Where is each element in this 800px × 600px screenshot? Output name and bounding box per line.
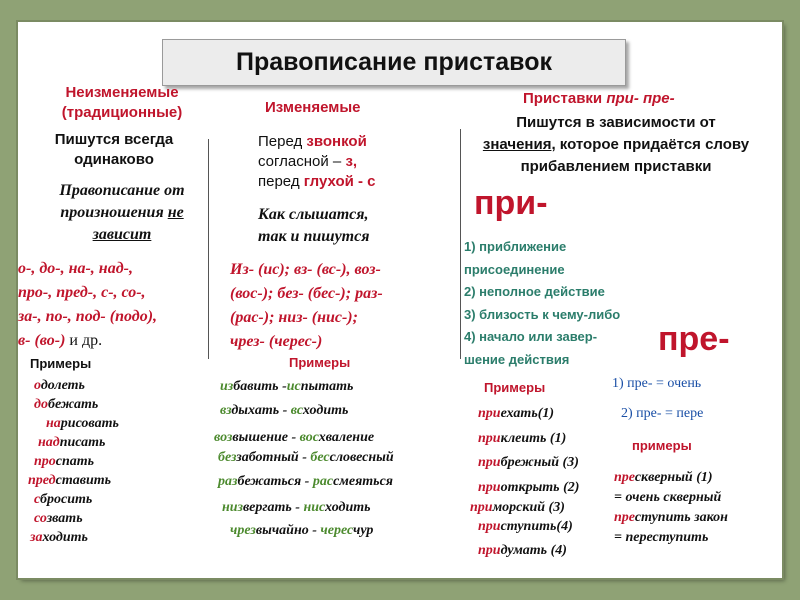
example-prefix: при	[478, 431, 501, 446]
example-rest: морский (3)	[492, 500, 565, 515]
col1-heading	[32, 83, 212, 123]
col3-pri-example	[478, 543, 567, 559]
col3-heading-a: Приставки	[523, 90, 607, 107]
example-rest: брежный (3)	[500, 455, 579, 470]
example-rest: спать	[55, 454, 95, 469]
col3-pri-meanings	[464, 236, 620, 371]
col2-example-pair	[218, 474, 393, 490]
col3-pri-example	[478, 406, 554, 422]
col2-desc-z: з,	[345, 153, 358, 170]
pre-example-rest: ступить закон	[634, 510, 728, 525]
pair-prefix-a: раз	[218, 474, 238, 489]
col2-example-pair	[222, 500, 371, 516]
pair-rest-b: ходить	[325, 500, 371, 515]
pre-example-eq: = очень скверный	[614, 490, 722, 505]
example-rest: бросить	[40, 492, 93, 507]
col2-example-pair	[220, 403, 348, 419]
pre-meaning-1: 1) пре- = очень	[612, 376, 702, 391]
col1-rule	[22, 180, 222, 246]
col1-examples-label: Примеры	[30, 356, 92, 371]
example-rest: звать	[46, 511, 83, 526]
col3-heading-b: при- пре-	[606, 90, 675, 107]
pair-prefix-b: черес	[320, 523, 354, 538]
col2-desc-line3a: перед	[258, 173, 304, 190]
col1-example	[38, 435, 105, 451]
example-rest: рисовать	[60, 416, 119, 431]
pair-rest-b: ходить	[302, 403, 349, 418]
pair-rest-a: заботный -	[236, 450, 311, 465]
col3-pri-example	[478, 519, 573, 535]
pre-examples	[614, 468, 728, 548]
pair-rest-b: чур	[353, 523, 374, 538]
example-rest: долеть	[40, 378, 85, 393]
example-rest: клеить (1)	[500, 431, 567, 446]
pair-rest-a: дыхать -	[231, 403, 291, 418]
pair-prefix-b: ис	[286, 379, 301, 394]
col2-heading: Изменяемые	[265, 99, 361, 116]
col3-pri-examples-label: Примеры	[484, 380, 546, 395]
example-rest: бежать	[47, 397, 99, 412]
col1-example	[34, 397, 98, 413]
pre-example-rest: скверный (1)	[634, 470, 713, 485]
example-rest: ставить	[55, 473, 112, 488]
pri-meaning: 3) близость к чему-либо	[464, 306, 621, 322]
col3-description	[466, 112, 766, 178]
pair-prefix-b: рас	[312, 474, 334, 489]
col2-prefix-list	[230, 258, 383, 354]
col3-pri-example	[478, 431, 566, 447]
example-prefix: при	[478, 543, 501, 558]
col2-prefix-line1: Из- (ис); вз- (вс-), воз-	[230, 261, 381, 278]
example-rest: писать	[59, 435, 106, 450]
col1-prefix-line3: за-, по-, под- (подо),	[18, 308, 158, 325]
col1-description	[24, 130, 204, 170]
pair-prefix-a: чрез	[230, 523, 256, 538]
example-prefix: пред	[28, 473, 56, 488]
col3-desc-line3: прибавлением приставки	[520, 158, 712, 175]
example-prefix: о	[34, 378, 41, 393]
col2-desc-voiced: звонкой	[306, 133, 367, 150]
col1-rule-line2a: произношения	[60, 204, 168, 221]
pair-rest-a: вычайно -	[255, 523, 321, 538]
pair-prefix-b: вс	[290, 403, 303, 418]
col2-desc-line1a: Перед	[258, 133, 307, 150]
col1-example	[28, 473, 111, 489]
example-prefix: про	[34, 454, 56, 469]
example-prefix: при	[470, 500, 493, 515]
col1-prefix-line1: о-, до-, на-, над-,	[18, 260, 133, 277]
col2-prefix-line3: (рас-); низ- (нис-);	[230, 309, 358, 326]
pri-meaning: шение действия	[464, 351, 570, 367]
example-rest: ходить	[42, 530, 88, 545]
pair-rest-a: бежаться -	[237, 474, 313, 489]
example-prefix: над	[38, 435, 60, 450]
example-prefix: на	[46, 416, 61, 431]
col2-example-pair	[214, 430, 374, 446]
col1-prefix-line4a: в- (во-)	[18, 332, 66, 349]
example-prefix: при	[478, 519, 501, 534]
pair-prefix-a: без	[218, 450, 237, 465]
col3-pri-big: при-	[474, 184, 548, 222]
col1-prefix-list	[18, 257, 157, 353]
col3-pri-example	[478, 480, 579, 496]
col1-desc-line2: одинаково	[74, 151, 154, 168]
col2-rule-line1: Как слышатся,	[258, 206, 369, 223]
pair-rest-a: вергать -	[243, 500, 304, 515]
example-rest: думать (4)	[500, 543, 567, 558]
col1-example	[34, 454, 94, 470]
col1-prefix-line4b: и др.	[65, 332, 103, 349]
col2-example-pair	[230, 523, 373, 539]
pair-rest-b: словесный	[329, 450, 394, 465]
divider-2	[460, 129, 461, 359]
col1-prefix-line2: про-, пред-, с-, со-,	[18, 284, 146, 301]
col2-rule-line2: так и пишутся	[258, 228, 370, 245]
example-prefix: при	[478, 480, 501, 495]
pair-prefix-b: бес	[310, 450, 330, 465]
pre-meaning-2: 2) пре- = пере	[621, 406, 704, 421]
example-rest: открыть (2)	[500, 480, 580, 495]
example-rest: ступить(4)	[500, 519, 573, 534]
pair-rest-b: пытать	[300, 379, 354, 394]
col3-pre-big: пре-	[658, 320, 730, 358]
col1-desc-line1: Пишутся всегда	[54, 131, 174, 148]
pair-rest-b: смеяться	[333, 474, 394, 489]
example-prefix: со	[34, 511, 47, 526]
pair-prefix-b: вос	[299, 430, 319, 445]
pre-example-prefix: пре	[614, 470, 635, 485]
col1-rule-line1: Правописание от	[59, 182, 185, 199]
col3-pri-example	[470, 500, 565, 516]
pri-meaning: 1) приближение	[464, 239, 567, 254]
slide	[18, 22, 782, 578]
pre-example-prefix: пре	[614, 510, 635, 525]
col2-example-pair	[218, 450, 394, 466]
pair-prefix-a: воз	[214, 430, 233, 445]
col2-examples-label: Примеры	[289, 355, 351, 370]
col2-description	[258, 132, 376, 192]
pair-prefix-b: нис	[303, 500, 326, 515]
pair-prefix-a: низ	[222, 500, 244, 515]
pair-rest-b: хваление	[318, 430, 375, 445]
col2-prefix-line2: (вос-); без- (бес-); раз-	[230, 285, 383, 302]
example-rest: ехать(1)	[500, 406, 555, 421]
col2-rule	[258, 204, 369, 248]
col2-prefix-line4: чрез- (черес-)	[230, 333, 323, 350]
col3-desc-line2b: , которое придаётся слову	[551, 136, 750, 153]
col2-desc-line2a: согласной –	[258, 153, 346, 170]
col3-desc-line1: Пишутся в зависимости от	[516, 114, 716, 131]
col1-example	[30, 530, 88, 546]
pre-example-eq: = переступить	[614, 530, 709, 545]
col1-example	[34, 378, 85, 394]
col1-example	[34, 511, 83, 527]
pri-meaning: 2) неполное действие	[464, 284, 605, 299]
page-title: Правописание приставок	[162, 39, 626, 86]
col1-example	[46, 416, 119, 432]
pair-prefix-a: вз	[220, 403, 232, 418]
col2-example-pair	[220, 379, 353, 395]
col1-rule-line2b: не	[167, 204, 184, 221]
col3-pri-example	[478, 455, 579, 471]
col1-heading-line2: (традиционные)	[61, 104, 183, 121]
col3-pre-examples-label: примеры	[632, 438, 692, 453]
col2-desc-voiceless: глухой - с	[303, 173, 376, 190]
pair-rest-a: бавить -	[233, 379, 287, 394]
col1-rule-line3: зависит	[92, 226, 152, 243]
pri-meaning: присоединение	[464, 261, 565, 277]
example-prefix: за	[30, 530, 43, 545]
col3-heading	[523, 90, 675, 107]
example-prefix: до	[34, 397, 48, 412]
example-prefix: при	[478, 455, 501, 470]
col3-desc-line2a: значения	[482, 136, 552, 153]
col1-example	[34, 492, 92, 508]
col1-heading-line1: Неизменяемые	[65, 84, 179, 101]
divider-1	[208, 139, 209, 359]
pri-meaning: 4) начало или завер-	[464, 329, 598, 344]
pair-rest-a: вышение -	[232, 430, 300, 445]
example-prefix: при	[478, 406, 501, 421]
example-prefix: с	[34, 492, 41, 507]
pair-prefix-a: из	[220, 379, 234, 394]
